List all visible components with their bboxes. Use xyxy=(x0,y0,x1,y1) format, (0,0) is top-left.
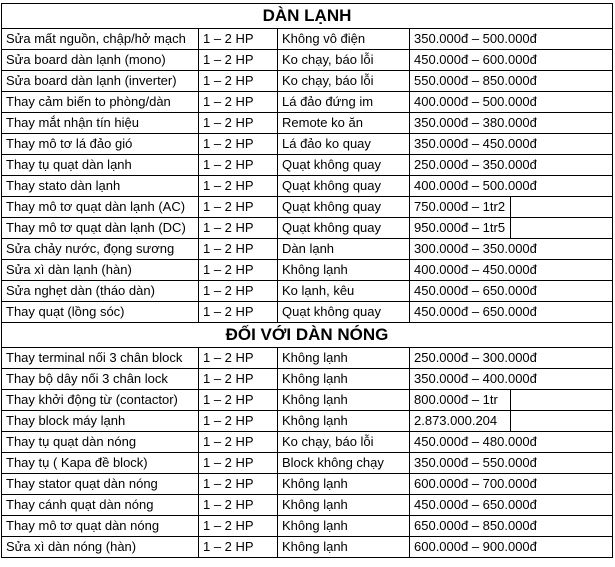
empty-cell xyxy=(511,390,613,411)
symptom: Remote ko ăn xyxy=(278,113,410,134)
symptom: Quạt không quay xyxy=(278,302,410,323)
service-name: Sửa xì dàn nóng (hàn) xyxy=(2,537,199,558)
table-row xyxy=(2,29,613,50)
capacity: 1 – 2 HP xyxy=(199,176,278,197)
symptom: Quạt không quay xyxy=(278,197,410,218)
service-name: Sửa mất nguồn, chập/hở mạch xyxy=(2,29,199,50)
price: 750.000đ – 1tr2 xyxy=(410,197,511,218)
service-name: Thay mô tơ quạt dàn nóng xyxy=(2,516,199,537)
service-name: Thay tụ ( Kapa đề block) xyxy=(2,453,199,474)
table-row xyxy=(2,281,613,302)
price: 650.000đ – 850.000đ xyxy=(410,516,613,537)
table-row xyxy=(2,239,613,260)
section-title: DÀN LẠNH xyxy=(2,4,613,29)
symptom: Ko chạy, báo lỗi xyxy=(278,50,410,71)
section-title: ĐỐI VỚI DÀN NÓNG xyxy=(2,323,613,348)
empty-cell xyxy=(511,411,613,432)
price: 550.000đ – 850.000đ xyxy=(410,71,613,92)
capacity: 1 – 2 HP xyxy=(199,348,278,369)
symptom: Ko chạy, báo lỗi xyxy=(278,432,410,453)
price: 450.000đ – 650.000đ xyxy=(410,281,613,302)
capacity: 1 – 2 HP xyxy=(199,281,278,302)
service-name: Thay cánh quạt dàn nóng xyxy=(2,495,199,516)
table-row xyxy=(2,218,613,239)
symptom: Không vô điện xyxy=(278,29,410,50)
table-row xyxy=(2,348,613,369)
service-name: Thay terminal nối 3 chân block xyxy=(2,348,199,369)
table-row xyxy=(2,537,613,558)
service-name: Sửa xì dàn lạnh (hàn) xyxy=(2,260,199,281)
table-row xyxy=(2,260,613,281)
service-name: Thay block máy lạnh xyxy=(2,411,199,432)
capacity: 1 – 2 HP xyxy=(199,92,278,113)
capacity: 1 – 2 HP xyxy=(199,474,278,495)
price: 450.000đ – 650.000đ xyxy=(410,495,613,516)
service-name: Sửa chảy nước, đọng sương xyxy=(2,239,199,260)
capacity: 1 – 2 HP xyxy=(199,302,278,323)
capacity: 1 – 2 HP xyxy=(199,411,278,432)
symptom: Quạt không quay xyxy=(278,176,410,197)
price: 450.000đ – 650.000đ xyxy=(410,302,613,323)
service-name: Thay cảm biến to phòng/dàn xyxy=(2,92,199,113)
capacity: 1 – 2 HP xyxy=(199,197,278,218)
symptom: Không lạnh xyxy=(278,411,410,432)
price: 350.000đ – 550.000đ xyxy=(410,453,613,474)
price: 350.000đ – 500.000đ xyxy=(410,29,613,50)
capacity: 1 – 2 HP xyxy=(199,29,278,50)
symptom: Quạt không quay xyxy=(278,218,410,239)
table-row xyxy=(2,453,613,474)
capacity: 1 – 2 HP xyxy=(199,260,278,281)
empty-cell xyxy=(511,218,613,239)
table-row xyxy=(2,495,613,516)
table-row xyxy=(2,197,613,218)
service-name: Thay mô tơ quạt dàn lạnh (DC) xyxy=(2,218,199,239)
symptom: Ko chạy, báo lỗi xyxy=(278,71,410,92)
price-table xyxy=(1,3,613,558)
service-name: Thay mắt nhận tín hiệu xyxy=(2,113,199,134)
service-name: Thay tụ quạt dàn lạnh xyxy=(2,155,199,176)
symptom: Không lạnh xyxy=(278,537,410,558)
capacity: 1 – 2 HP xyxy=(199,134,278,155)
capacity: 1 – 2 HP xyxy=(199,516,278,537)
table-row xyxy=(2,432,613,453)
symptom: Không lạnh xyxy=(278,369,410,390)
symptom: Dàn lạnh xyxy=(278,239,410,260)
price: 800.000đ – 1tr xyxy=(410,390,511,411)
capacity: 1 – 2 HP xyxy=(199,113,278,134)
service-name: Thay mô tơ quạt dàn lạnh (AC) xyxy=(2,197,199,218)
section-header-row xyxy=(2,323,613,348)
table-row xyxy=(2,50,613,71)
service-name: Thay khởi động từ (contactor) xyxy=(2,390,199,411)
price: 300.000đ – 350.000đ xyxy=(410,239,613,260)
price: 400.000đ – 500.000đ xyxy=(410,92,613,113)
table-row xyxy=(2,369,613,390)
service-name: Thay stator quạt dàn nóng xyxy=(2,474,199,495)
symptom: Không lạnh xyxy=(278,390,410,411)
symptom: Quạt không quay xyxy=(278,155,410,176)
table-row xyxy=(2,516,613,537)
table-row xyxy=(2,176,613,197)
empty-cell xyxy=(511,197,613,218)
symptom: Ko lạnh, kêu xyxy=(278,281,410,302)
service-name: Sửa board dàn lạnh (inverter) xyxy=(2,71,199,92)
symptom: Không lạnh xyxy=(278,516,410,537)
capacity: 1 – 2 HP xyxy=(199,155,278,176)
capacity: 1 – 2 HP xyxy=(199,71,278,92)
price: 400.000đ – 500.000đ xyxy=(410,176,613,197)
symptom: Lá đảo ko quay xyxy=(278,134,410,155)
table-row xyxy=(2,302,613,323)
table-row xyxy=(2,155,613,176)
price: 450.000đ – 600.000đ xyxy=(410,50,613,71)
capacity: 1 – 2 HP xyxy=(199,50,278,71)
price: 600.000đ – 700.000đ xyxy=(410,474,613,495)
table-row xyxy=(2,71,613,92)
symptom: Không lạnh xyxy=(278,260,410,281)
service-name: Sửa board dàn lạnh (mono) xyxy=(2,50,199,71)
symptom: Block không chạy xyxy=(278,453,410,474)
section-header-row xyxy=(2,4,613,29)
service-name: Sửa nghẹt dàn (tháo dàn) xyxy=(2,281,199,302)
price: 350.000đ – 400.000đ xyxy=(410,369,613,390)
capacity: 1 – 2 HP xyxy=(199,453,278,474)
price: 250.000đ – 300.000đ xyxy=(410,348,613,369)
service-name: Thay mô tơ lá đảo gió xyxy=(2,134,199,155)
symptom: Không lạnh xyxy=(278,495,410,516)
price: 2.873.000.204 xyxy=(410,411,511,432)
capacity: 1 – 2 HP xyxy=(199,495,278,516)
price: 350.000đ – 380.000đ xyxy=(410,113,613,134)
table-row xyxy=(2,411,613,432)
capacity: 1 – 2 HP xyxy=(199,432,278,453)
price: 400.000đ – 450.000đ xyxy=(410,260,613,281)
service-name: Thay tụ quạt dàn nóng xyxy=(2,432,199,453)
service-name: Thay quạt (lồng sóc) xyxy=(2,302,199,323)
capacity: 1 – 2 HP xyxy=(199,239,278,260)
price: 450.000đ – 480.000đ xyxy=(410,432,613,453)
table-row xyxy=(2,474,613,495)
service-name: Thay bộ dây nối 3 chân lock xyxy=(2,369,199,390)
table-row xyxy=(2,92,613,113)
symptom: Không lạnh xyxy=(278,474,410,495)
price: 350.000đ – 450.000đ xyxy=(410,134,613,155)
table-row xyxy=(2,390,613,411)
table-row xyxy=(2,134,613,155)
price: 250.000đ – 350.000đ xyxy=(410,155,613,176)
service-name: Thay stato dàn lạnh xyxy=(2,176,199,197)
capacity: 1 – 2 HP xyxy=(199,218,278,239)
price: 600.000đ – 900.000đ xyxy=(410,537,613,558)
table-row xyxy=(2,113,613,134)
capacity: 1 – 2 HP xyxy=(199,369,278,390)
symptom: Không lạnh xyxy=(278,348,410,369)
symptom: Lá đảo đứng im xyxy=(278,92,410,113)
price-table-body xyxy=(2,4,613,558)
capacity: 1 – 2 HP xyxy=(199,537,278,558)
price: 950.000đ – 1tr5 xyxy=(410,218,511,239)
capacity: 1 – 2 HP xyxy=(199,390,278,411)
